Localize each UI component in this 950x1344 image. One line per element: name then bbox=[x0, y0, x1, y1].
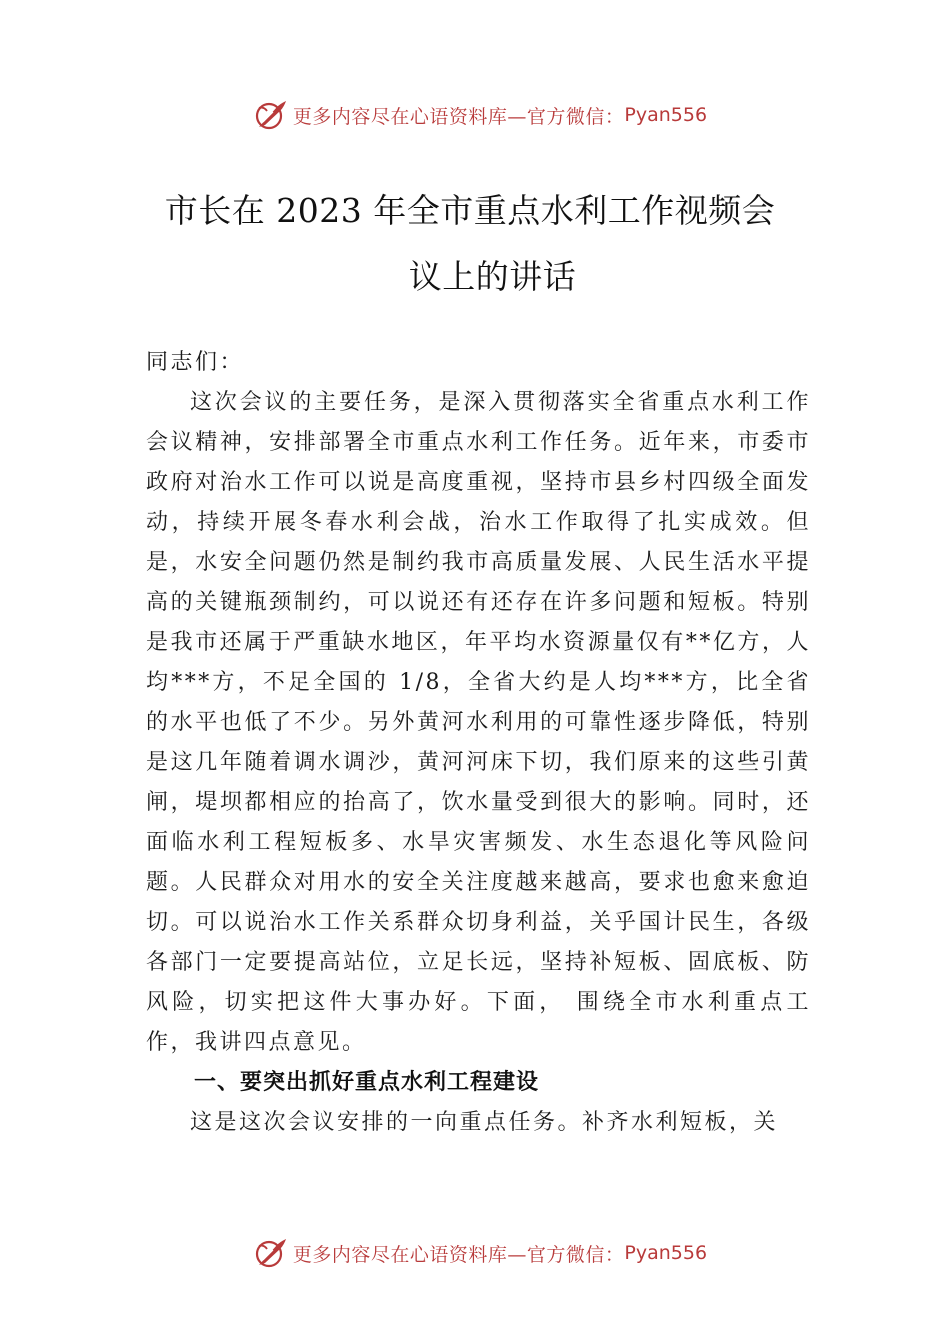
section-heading-1: 一、要突出抓好重点水利工程建设 bbox=[194, 1070, 540, 1095]
banner-text: 更多内容尽在心语资料库—官方微信： bbox=[292, 105, 625, 128]
banner-text: 更多内容尽在心语资料库—官方微信： bbox=[292, 1243, 625, 1266]
footer-watermark-banner bbox=[0, 1233, 950, 1273]
header-watermark-banner bbox=[0, 95, 950, 135]
quill-logo-icon bbox=[253, 1235, 289, 1271]
salutation: 同志们： bbox=[146, 350, 245, 375]
quill-logo-icon bbox=[253, 97, 289, 133]
document-title bbox=[0, 178, 950, 310]
title-line-2: 议上的讲话 bbox=[408, 257, 577, 296]
title-line-1: 市长在 2023 年全市重点水利工作视频会 bbox=[164, 191, 776, 230]
body-paragraph-2: 这是这次会议安排的一向重点任务。补齐水利短板，关 bbox=[190, 1110, 779, 1135]
banner-wechat-id: Pyan556 bbox=[624, 104, 708, 126]
document-body bbox=[146, 343, 811, 1143]
body-paragraph-1: 这次会议的主要任务，是深入贯彻落实全省重点水利工作会议精神，安排部署全市重点水利工作任务。近年来，市委市政府对治水工作可以说是高度重视，坚持市县乡村四级全面发动，持续开展冬春水利会战，治水工作取得了扎实成效。但是，水安全问题仍然是制约我市高质量发展、人民生活水平提高的关键瓶颈制约，可以说还有还存在许多问题和短板。特别是我市还属于严重缺水地区，年平均水资源量仅有**亿方，人均***方，不足全国的 1/8，全省大约是人均***方，比全省的水平也低了不少。另外黄河水利用的可靠性逐步降低，特别是这几年随着调水调沙，黄河河床下切，我们原来的这些引黄闸，堤坝都相应的抬高了，饮水量受到很大的影响。同时，还面临水利工程短板多、水旱灾害频发、水生态退化等风险问题。人民群众对用水的安全关注度越来越高，要求也愈来愈迫切。可以说治水工作关系群众切身利益，关乎国计民生，各级各部门一定要提高站位，立足长远，坚持补短板、固底板、防风险，切实把这件大事办好。下面， 围绕全市水利重点工作，我讲四点意见。 bbox=[146, 390, 811, 1055]
banner-wechat-id: Pyan556 bbox=[624, 1242, 708, 1264]
